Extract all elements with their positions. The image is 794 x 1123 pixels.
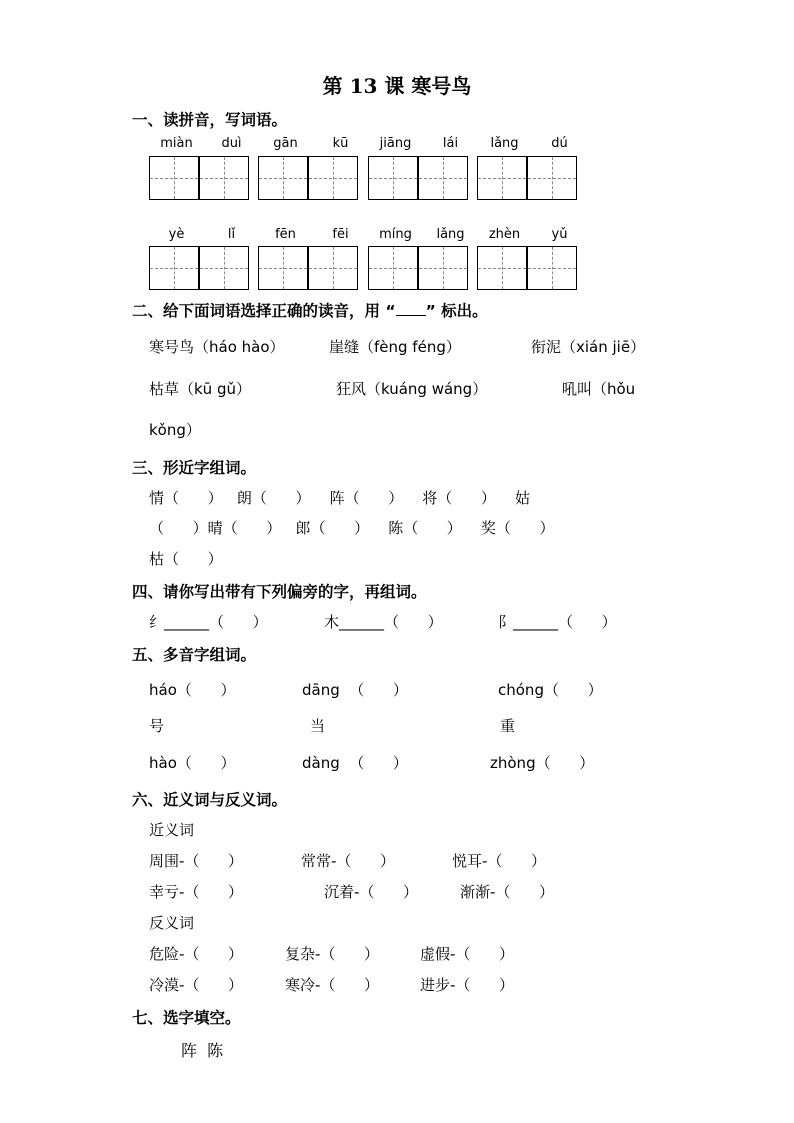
exercise-item: 纟______（ ）: [149, 613, 268, 631]
section-1-heading: 一、读拼音，写词语。: [132, 111, 288, 129]
antonym-item: 危险-（ ）: [149, 945, 244, 963]
polyphone-item: dàng （ ）: [302, 754, 408, 772]
antonym-item: 冷漠-（ ）: [149, 976, 244, 994]
pinyin-pair: [258, 136, 368, 151]
writing-box[interactable]: [527, 156, 577, 200]
section-5-heading: 五、多音字组词。: [132, 646, 257, 664]
antonym-item: 复杂-（ ）: [285, 945, 380, 963]
writing-box[interactable]: [258, 246, 308, 290]
section-2-heading: [132, 299, 488, 321]
pinyin: gān: [273, 136, 298, 151]
pinyin: kū: [332, 136, 349, 151]
exercise-item: 木______（ ）: [324, 613, 443, 631]
pinyin: lǎng: [490, 136, 519, 151]
word-option: kǒng）: [149, 421, 201, 439]
underline-mark: [396, 303, 426, 316]
polyphone-char: 号: [149, 717, 165, 735]
exercise-item: 阝______（ ）: [498, 613, 617, 631]
polyphone-item: zhòng（ ）: [490, 754, 595, 772]
choice-chars: 阵 陈: [181, 1041, 224, 1060]
synonym-item: 常常-（ ）: [301, 852, 396, 870]
pinyin: dú: [551, 136, 568, 151]
pinyin: lái: [442, 136, 459, 151]
writing-box[interactable]: [258, 156, 308, 200]
pinyin-pair: [258, 227, 368, 242]
synonym-item: 沉着-（ ）: [324, 883, 419, 901]
writing-box[interactable]: [368, 246, 418, 290]
word-option: 崖缝（fèng féng）: [329, 338, 461, 356]
section-7-heading: 七、选字填空。: [132, 1009, 241, 1027]
writing-box[interactable]: [199, 246, 249, 290]
exercise-line: 情（ ） 朗（ ） 阵（ ） 将（ ） 姑: [149, 489, 530, 507]
writing-box[interactable]: [308, 246, 358, 290]
writing-box[interactable]: [149, 246, 199, 290]
polyphone-item: hào（ ）: [149, 754, 236, 772]
section-6-heading: 六、近义词与反义词。: [132, 791, 288, 809]
writing-box[interactable]: [477, 156, 527, 200]
heading-text: ” 标出。: [425, 302, 488, 320]
synonym-item: 幸亏-（ ）: [149, 883, 244, 901]
writing-box[interactable]: [418, 156, 468, 200]
polyphone-item: dāng （ ）: [302, 681, 408, 699]
writing-box[interactable]: [527, 246, 577, 290]
pinyin: jiāng: [379, 136, 412, 151]
pinyin: yǔ: [551, 227, 568, 242]
pinyin-pair: [477, 227, 587, 242]
antonym-item: 寒冷-（ ）: [285, 976, 380, 994]
polyphone-item: háo（ ）: [149, 681, 236, 699]
antonym-label: 反义词: [149, 914, 195, 932]
pinyin: miàn: [160, 136, 193, 151]
page-title: 第 13 课 寒号鸟: [322, 74, 472, 98]
writing-box[interactable]: [149, 156, 199, 200]
synonym-item: 悦耳-（ ）: [452, 852, 547, 870]
heading-text: 二、给下面词语选择正确的读音，用 “: [132, 302, 396, 320]
pinyin: fēi: [332, 227, 349, 242]
pinyin: lǎng: [436, 227, 465, 242]
exercise-line: 枯（ ）: [149, 550, 223, 568]
pinyin: duì: [221, 136, 242, 151]
writing-box[interactable]: [199, 156, 249, 200]
polyphone-char: 当: [310, 717, 326, 735]
pinyin: fēn: [275, 227, 296, 242]
writing-box[interactable]: [477, 246, 527, 290]
writing-box[interactable]: [418, 246, 468, 290]
synonym-item: 渐渐-（ ）: [460, 883, 555, 901]
pinyin-pair: [368, 136, 478, 151]
exercise-line: （ ）晴（ ） 郎（ ） 陈（ ） 奖（ ）: [149, 519, 555, 537]
antonym-item: 虚假-（ ）: [420, 945, 515, 963]
pinyin-pair: [477, 136, 587, 151]
section-3-heading: 三、形近字组词。: [132, 459, 257, 477]
synonym-item: 周围-（ ）: [149, 852, 244, 870]
word-option: 吼叫（hǒu: [562, 380, 636, 398]
writing-box[interactable]: [368, 156, 418, 200]
pinyin: lǐ: [227, 227, 236, 242]
writing-box[interactable]: [308, 156, 358, 200]
pinyin-pair: [368, 227, 478, 242]
pinyin: míng: [379, 227, 412, 242]
pinyin-pair: [149, 136, 259, 151]
polyphone-item: chóng（ ）: [498, 681, 603, 699]
word-option: 狂风（kuáng wáng）: [336, 380, 488, 398]
polyphone-char: 重: [500, 717, 516, 735]
pinyin-pair: [149, 227, 259, 242]
pinyin: zhèn: [488, 227, 521, 242]
antonym-item: 进步-（ ）: [420, 976, 515, 994]
section-4-heading: 四、请你写出带有下列偏旁的字，再组词。: [132, 583, 427, 601]
word-option: 枯草（kū gǔ）: [149, 380, 251, 398]
pinyin: yè: [168, 227, 185, 242]
synonym-label: 近义词: [149, 821, 195, 839]
word-option: 寒号鸟（háo hào）: [149, 338, 285, 356]
word-option: 衔泥（xián jiē）: [531, 338, 646, 356]
